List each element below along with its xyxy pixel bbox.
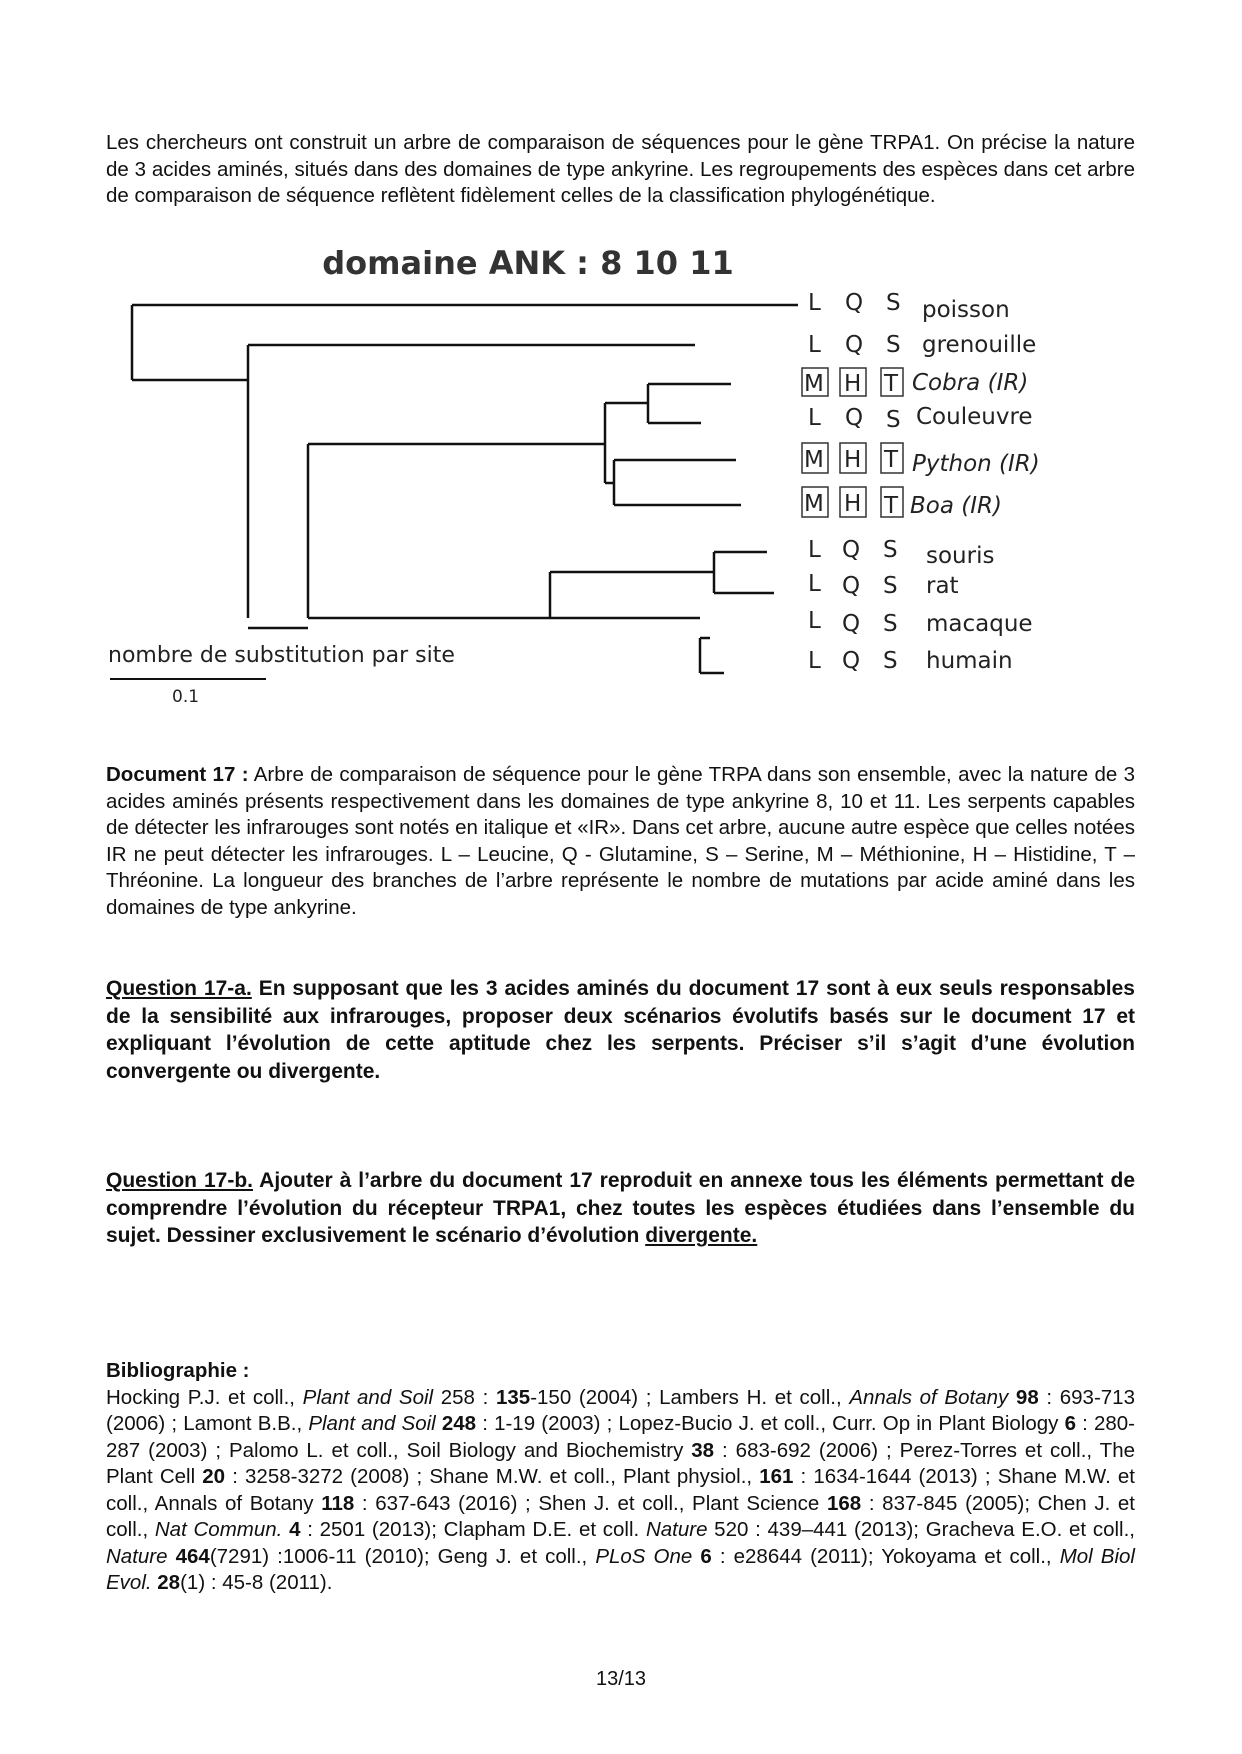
bibliography-segment: 118 bbox=[321, 1491, 355, 1515]
aa-M: M bbox=[804, 491, 824, 517]
aa-H: H bbox=[844, 447, 862, 473]
bibliography-segment: Mol Biol Evol. bbox=[106, 1544, 1135, 1594]
species-grenouille: grenouille bbox=[922, 332, 1037, 358]
scale-value: 0.1 bbox=[172, 687, 200, 707]
aa-M: M bbox=[804, 371, 824, 397]
bibliography-segment: : 2501 (2013); Clapham D.E. et coll. bbox=[300, 1518, 646, 1541]
bibliography-segment: : 1-19 (2003) ; Lopez-Bucio J. et coll., Curr. Op in Plant Biology bbox=[476, 1412, 1065, 1435]
question-17a-text: En supposant que les 3 acides aminés du document 17 sont à eux seuls responsables de la sensibilité aux infrarouges, proposer deux scénarios évolutifs basés sur le document 17 et expliquant l’évolution de cette aptitude chez les serpents. Préciser s’il s’agit d’une évolution convergente ou divergente. bbox=[106, 977, 1135, 1083]
aa-T: T bbox=[884, 447, 899, 473]
aa-S: S bbox=[886, 290, 901, 316]
bibliography-refs bbox=[106, 1385, 1135, 1597]
aa-Q: Q bbox=[842, 648, 861, 674]
bibliography-segment: : e28644 (2011); Yokoyama et coll., bbox=[711, 1544, 1060, 1568]
page-number: 13/13 bbox=[595, 1668, 647, 1690]
aa-S: S bbox=[886, 332, 901, 358]
aa-S: S bbox=[886, 407, 901, 433]
bibliography-segment: 28 bbox=[157, 1571, 181, 1594]
figure-title: domaine ANK : 8 10 11 bbox=[322, 250, 734, 282]
caption-label: Document 17 : bbox=[106, 763, 249, 786]
aa-H: H bbox=[844, 491, 862, 517]
tree-branches bbox=[132, 305, 798, 673]
aa-L: L bbox=[808, 405, 821, 431]
species-couleuvre: Couleuvre bbox=[916, 404, 1033, 430]
bibliography-segment: 38 bbox=[691, 1438, 715, 1462]
bibliography-segment: 248 bbox=[441, 1412, 477, 1435]
aa-L: L bbox=[808, 537, 821, 563]
bibliography-segment: Hocking P.J. et coll., bbox=[106, 1385, 303, 1409]
species-python: Python (IR) bbox=[912, 451, 1040, 477]
aa-M: M bbox=[804, 447, 824, 473]
aa-L: L bbox=[808, 608, 821, 634]
bibliography-heading: Bibliographie : bbox=[106, 1359, 250, 1382]
bibliography-segment: 98 bbox=[1015, 1385, 1039, 1409]
aa-S: S bbox=[883, 537, 898, 563]
species-rat: rat bbox=[926, 573, 959, 599]
question-17b-label: Question 17-b. bbox=[106, 1169, 253, 1192]
aa-Q: Q bbox=[842, 537, 861, 563]
aa-T: T bbox=[884, 371, 899, 397]
question-17a bbox=[106, 975, 1135, 1085]
figure-caption bbox=[106, 762, 1135, 921]
bibliography-segment: 464 bbox=[175, 1544, 210, 1568]
bibliography-segment: -150 (2004) ; Lambers H. et coll., bbox=[530, 1385, 850, 1409]
bibliography-segment: Nature bbox=[645, 1518, 708, 1541]
aa-Q: Q bbox=[845, 405, 864, 431]
aa-Q: Q bbox=[845, 332, 864, 358]
bibliography-segment: : 637-643 (2016) ; Shen J. et coll., Plant Science bbox=[354, 1491, 827, 1515]
bibliography-segment: Plant and Soil bbox=[302, 1385, 434, 1409]
species-cobra: Cobra (IR) bbox=[912, 370, 1029, 396]
bibliography-segment: 161 bbox=[759, 1465, 794, 1488]
bibliography-segment: 258 : bbox=[433, 1385, 496, 1409]
scale-label: nombre de substitution par site bbox=[108, 643, 455, 668]
intro-paragraph: Les chercheurs ont construit un arbre de comparaison de séquences pour le gène TRPA1. On précise la nature de 3 acides aminés, situés dans des domaines de type ankyrine. Les regroupements des espèces dans cet arbre de comparaison de séquence reflètent fidèlement celles de la classification phylogénétique. bbox=[106, 131, 1135, 207]
species-poisson: poisson bbox=[922, 297, 1010, 323]
bibliography-segment: 6 bbox=[1064, 1412, 1076, 1435]
species-macaque: macaque bbox=[926, 611, 1033, 637]
bibliography-segment: : 683-692 (2006) ; Perez-Torres et coll., The Plant Cell bbox=[106, 1438, 1136, 1488]
aa-H: H bbox=[844, 371, 862, 397]
question-17a-label: Question 17-a. bbox=[106, 977, 252, 1000]
question-17b bbox=[106, 1167, 1135, 1250]
bibliography-segment: PLoS One bbox=[595, 1544, 693, 1568]
aa-L: L bbox=[808, 332, 821, 358]
bibliography-segment: 4 bbox=[289, 1518, 301, 1541]
aa-T: T bbox=[884, 493, 899, 519]
bibliography-segment: Annals of Botany bbox=[849, 1385, 1009, 1409]
aa-S: S bbox=[883, 573, 898, 599]
bibliography-segment: 168 bbox=[826, 1491, 862, 1515]
bibliography-segment: 520 : 439–441 (2013); Gracheva E.O. et coll., bbox=[707, 1518, 1135, 1541]
aa-S: S bbox=[883, 648, 898, 674]
question-17b-underlined: divergente. bbox=[645, 1224, 758, 1247]
species-souris: souris bbox=[926, 543, 995, 569]
bibliography-segment: Plant and Soil bbox=[308, 1412, 436, 1435]
bibliography-segment bbox=[1008, 1386, 1016, 1409]
bibliography-segment bbox=[168, 1545, 176, 1568]
bibliography-segment: : 693-713 (2006) ; Lamont B.B., bbox=[106, 1385, 1135, 1435]
aa-Q: Q bbox=[842, 611, 861, 637]
bibliography-segment: 6 bbox=[700, 1544, 712, 1568]
bibliography-segment: Nature bbox=[106, 1544, 168, 1568]
bibliography-segment: 20 bbox=[202, 1465, 226, 1488]
aa-L: L bbox=[808, 648, 821, 674]
bibliography-segment: (1) : 45-8 (2011). bbox=[180, 1571, 333, 1594]
bibliography-segment: : 1634-1644 (2013) ; Shane M.W. et coll., Annals of Botany bbox=[106, 1465, 1135, 1515]
bibliography-segment: Nat Commun. bbox=[154, 1518, 283, 1541]
aa-Q: Q bbox=[845, 290, 864, 316]
species-humain: humain bbox=[926, 648, 1013, 674]
bibliography-segment: : 837-845 (2005); Chen J. et coll., bbox=[106, 1491, 1136, 1541]
phylogenetic-tree-figure bbox=[100, 250, 1060, 720]
question-17b-text: Ajouter à l’arbre du document 17 reproduit en annexe tous les éléments permettant de comprendre l’évolution du récepteur TRPA1, chez toutes les espèces étudiées dans l’ensemble du sujet. Dessiner exclusivement le scénario d’évolution bbox=[106, 1169, 1135, 1247]
bibliography-segment: (7291) :1006-11 (2010); Geng J. et coll., bbox=[209, 1544, 596, 1568]
caption-text: Arbre de comparaison de séquence pour le gène TRPA dans son ensemble, avec la nature de 3 acides aminés présents respectivement dans les domaines de type ankyrine 8, 10 et 11. Les serpents capables de détecter les infrarouges sont notés en italique et «IR». Dans cet arbre, aucune autre espèce que celles notées IR ne peut détecter les infrarouges. L – Leucine, Q - Glutamine, S – Serine, M – Méthionine, H – Histidine, T – Thréonine. La longueur des branches de l’arbre représente le nombre de mutations par acide aminé dans les domaines de type ankyrine. bbox=[106, 763, 1135, 919]
aa-L: L bbox=[808, 571, 821, 597]
species-labels bbox=[802, 290, 1040, 674]
aa-L: L bbox=[808, 290, 821, 316]
bibliography-segment: 135 bbox=[495, 1385, 531, 1409]
aa-Q: Q bbox=[842, 573, 861, 599]
bibliography-segment: : 280-287 (2003) ; Palomo L. et coll., Soil Biology and Biochemistry bbox=[106, 1412, 1135, 1462]
bibliography-segment: : 3258-3272 (2008) ; Shane M.W. et coll., Plant physiol., bbox=[225, 1465, 760, 1488]
aa-S: S bbox=[883, 611, 898, 637]
bibliography bbox=[106, 1358, 1135, 1597]
species-boa: Boa (IR) bbox=[910, 493, 1002, 519]
